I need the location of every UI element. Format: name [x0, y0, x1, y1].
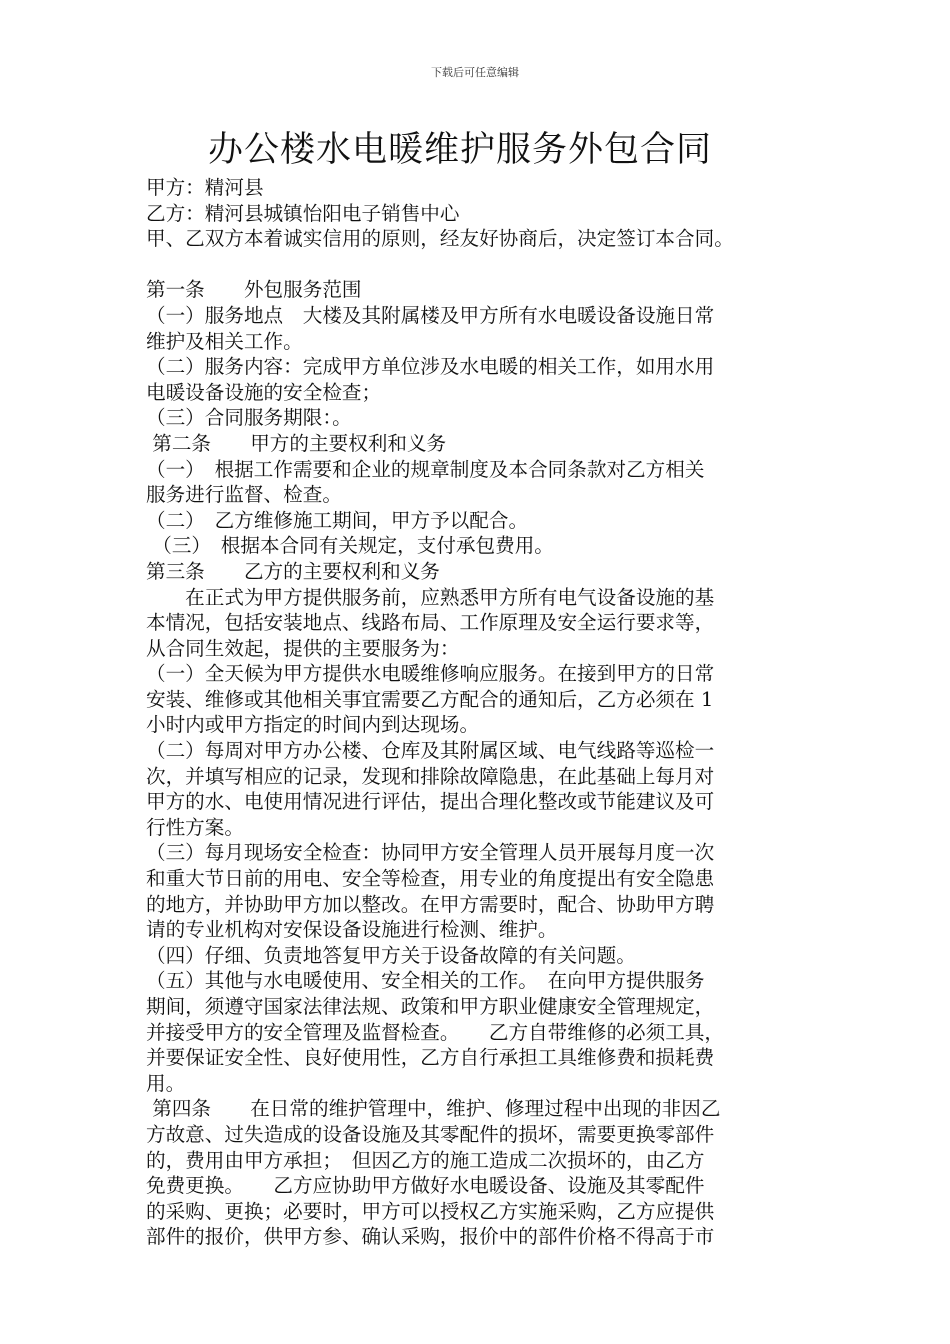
body-line: 的，费用由甲方承担； 但因乙方的施工造成二次损坏的，由乙方 — [146, 1148, 705, 1172]
body-line: 和重大节日前的用电、安全等检查，用专业的角度提出有安全隐患 — [146, 867, 715, 891]
body-line: 从合同生效起，提供的主要服务为： — [146, 636, 460, 660]
body-line: （三）每月现场安全检查：协同甲方安全管理人员开展每月度一次 — [146, 841, 715, 865]
body-line: （二）服务内容：完成甲方单位涉及水电暖的相关工作，如用水用 — [146, 355, 715, 379]
body-line: 第四条 在日常的维护管理中，维护、修理过程中出现的非因乙 — [146, 1097, 721, 1121]
body-line: （五）其他与水电暖使用、安全相关的工作。 在向甲方提供服务 — [146, 969, 705, 993]
body-line — [146, 252, 836, 278]
body-line: （四）仔细、负责地答复甲方关于设备故障的有关问题。 — [146, 943, 636, 967]
body-line: 的地方，并协助甲方加以整改。在甲方需要时，配合、协助甲方聘 — [146, 892, 715, 916]
body-line: 行性方案。 — [146, 815, 244, 839]
body-line: 用。 — [146, 1071, 186, 1095]
body-line: 服务进行监督、检查。 — [146, 483, 342, 507]
body-line: 小时内或甲方指定的时间内到达现场。 — [146, 713, 480, 737]
body-line: 维护及相关工作。 — [146, 329, 303, 353]
body-line: 甲方：精河县 — [146, 176, 264, 199]
body-line: 的采购、更换；必要时，甲方可以授权乙方实施采购，乙方应提供 — [146, 1199, 715, 1223]
body-line: 甲、乙双方本着诚实信用的原则，经友好协商后，决定签订本合同。 — [146, 227, 734, 251]
body-line: 在正式为甲方提供服务前，应熟悉甲方所有电气设备设施的基 — [146, 585, 715, 609]
body-line: 并接受甲方的安全管理及监督检查。 乙方自带维修的必须工具， — [146, 1020, 725, 1044]
body-line: 乙方：精河县城镇怡阳电子销售中心 — [146, 201, 460, 225]
body-line: 第二条 甲方的主要权利和义务 — [146, 431, 447, 455]
body-line: 次，并填写相应的记录，发现和排除故障隐患，在此基础上每月对 — [146, 764, 715, 788]
body-line: 第一条 外包服务范围 — [146, 278, 362, 302]
body-line: 第三条 乙方的主要权利和义务 — [146, 559, 440, 583]
body-line: （二）每周对甲方办公楼、仓库及其附属区域、电气线路等巡检一 — [146, 739, 715, 763]
document-title: 办公楼水电暖维护服务外包合同 — [207, 130, 712, 170]
body-line: 方故意、过失造成的设备设施及其零配件的损坏，需要更换零部件 — [146, 1122, 715, 1146]
body-line: （三） 根据本合同有关规定，支付承包费用。 — [146, 534, 554, 558]
body-line: （三）合同服务期限：。 — [146, 406, 352, 430]
body-line: 电暖设备设施的安全检查； — [146, 380, 382, 404]
body-line: （一）服务地点 大楼及其附属楼及甲方所有水电暖设备设施日常 — [146, 303, 715, 327]
body-line: 本情况，包括安装地点、线路布局、工作原理及安全运行要求等， — [146, 611, 715, 635]
body-line: 免费更换。 乙方应协助甲方做好水电暖设备、设施及其零配件 — [146, 1174, 705, 1198]
body-line: （一） 根据工作需要和企业的规章制度及本合同条款对乙方相关 — [146, 457, 705, 481]
body-line: 甲方的水、电使用情况进行评估，提出合理化整改或节能建议及可 — [146, 790, 715, 814]
body-line: 安装、维修或其他相关事宜需要乙方配合的通知后，乙方必须在 1 — [146, 687, 714, 711]
body-line: 期间，须遵守国家法律法规、政策和甲方职业健康安全管理规定， — [146, 995, 715, 1018]
header-note: 下载后可任意编辑 — [431, 66, 519, 79]
body-line: （二） 乙方维修施工期间，甲方予以配合。 — [146, 508, 529, 532]
body-line: 部件的报价，供甲方参、确认采购，报价中的部件价格不得高于市 — [146, 1225, 715, 1249]
body-line: （一）全天候为甲方提供水电暖维修响应服务。在接到甲方的日常 — [146, 662, 715, 686]
document-body — [146, 175, 836, 1250]
body-line: 并要保证安全性、良好使用性，乙方自行承担工具维修费和损耗费 — [146, 1046, 715, 1070]
body-line: 请的专业机构对安保设备设施进行检测、维护。 — [146, 918, 558, 942]
